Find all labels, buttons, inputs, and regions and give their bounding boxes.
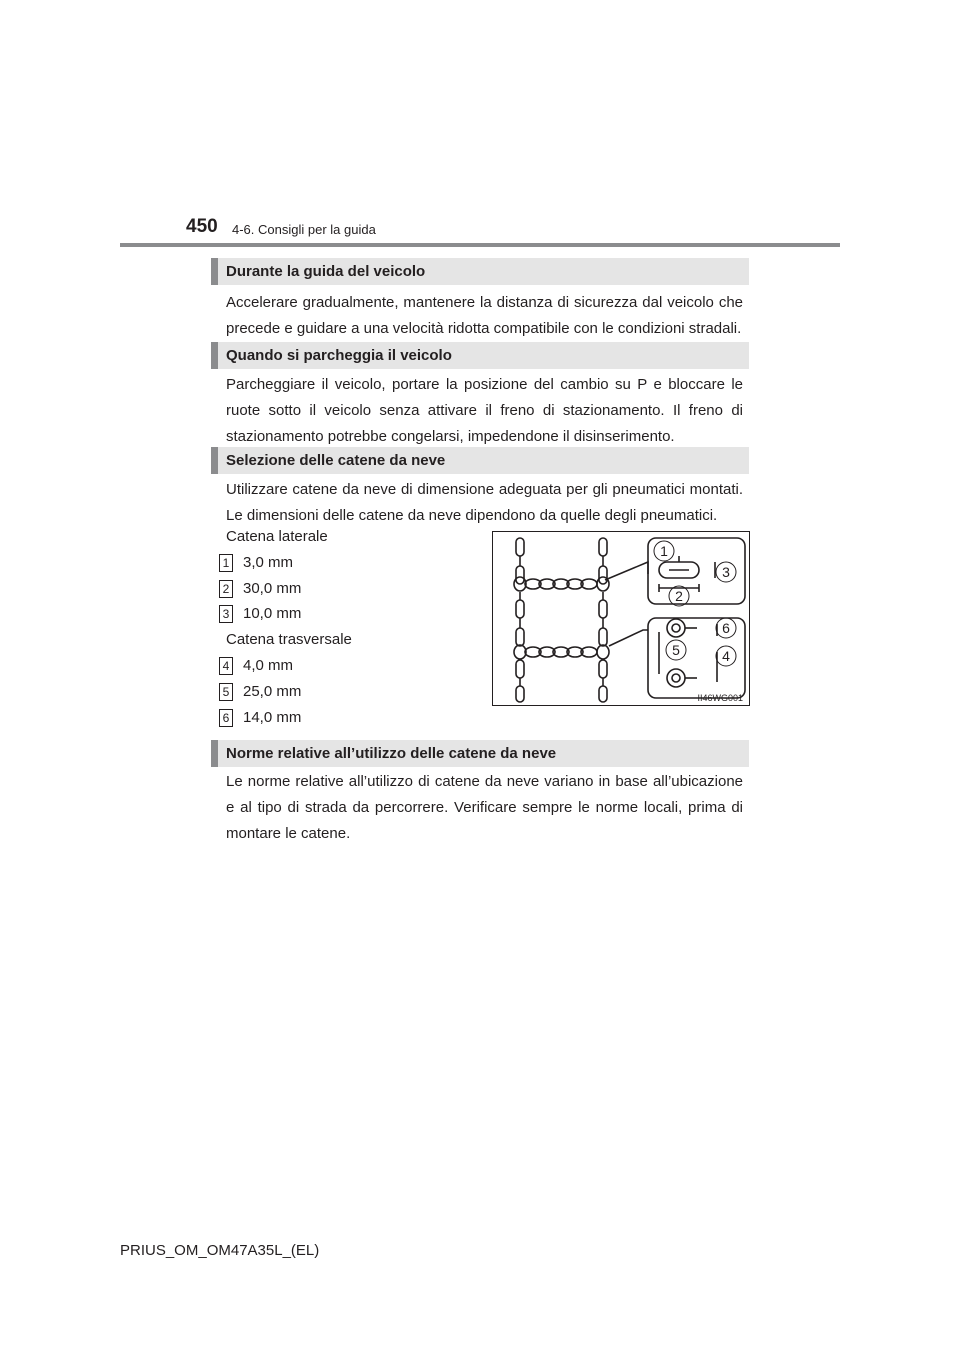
page-number: 450 [186, 216, 218, 237]
snow-chain-illustration [492, 531, 750, 706]
chain-drawing [493, 532, 749, 705]
figure-code: II46WG001 [697, 693, 743, 703]
figure-callout-2: 2 [675, 588, 683, 604]
callout-number: 1 [219, 554, 233, 572]
callout-number: 3 [219, 605, 233, 623]
heading-chain-selection: Selezione delle catene da neve [211, 447, 749, 474]
dimension-value: 30,0 mm [243, 580, 302, 597]
dimension-value: 3,0 mm [243, 554, 294, 571]
text-chain-regulations: Le norme relative all’utilizzo di catene da neve variano in base all’ubicazione e al tipo di strada da percorrere. Verificare sempre le norme locali, prima di montare le catene. [226, 773, 743, 842]
heading-driving: Durante la guida del veicolo [211, 258, 749, 285]
section-title: 4-6. Consigli per la guida [232, 222, 376, 237]
dimension-value: 25,0 mm [243, 683, 302, 700]
dimension-value: 10,0 mm [243, 605, 302, 622]
figure-callout-3: 3 [722, 564, 730, 580]
callout-number: 6 [219, 709, 233, 727]
text-driving: Accelerare gradualmente, mantenere la distanza di sicurezza dal veicolo che precede e guidare a una velocità ridotta compatibile con le condizioni stradali. [226, 294, 743, 337]
dimension-value: 14,0 mm [243, 709, 302, 726]
heading-parking: Quando si parcheggia il veicolo [211, 342, 749, 369]
footer-doc-code: PRIUS_OM_OM47A35L_(EL) [120, 1242, 320, 1259]
figure-callout-1: 1 [660, 543, 668, 559]
dimension-value: 4,0 mm [243, 657, 294, 674]
figure-callout-6: 6 [722, 620, 730, 636]
header-rule [120, 243, 840, 247]
figure-callout-5: 5 [672, 642, 680, 658]
figure-callout-4: 4 [722, 648, 730, 664]
cross-chain-label: Catena trasversale [226, 631, 352, 648]
heading-chain-regulations: Norme relative all’utilizzo delle catene da neve [211, 740, 749, 767]
text-chain-selection: Utilizzare catene da neve di dimensione adeguata per gli pneumatici montati. Le dimensioni delle catene da neve dipendono da quelle degli pneumatici. [226, 481, 743, 524]
side-chain-label: Catena laterale [226, 528, 328, 545]
callout-number: 4 [219, 657, 233, 675]
callout-number: 2 [219, 580, 233, 598]
text-parking: Parcheggiare il veicolo, portare la posizione del cambio su P e bloccare le ruote sotto il veicolo senza attivare il freno di stazionamento. Il freno di stazionamento potrebbe congelarsi, impedendone il disinserimento. [226, 376, 743, 445]
callout-number: 5 [219, 683, 233, 701]
